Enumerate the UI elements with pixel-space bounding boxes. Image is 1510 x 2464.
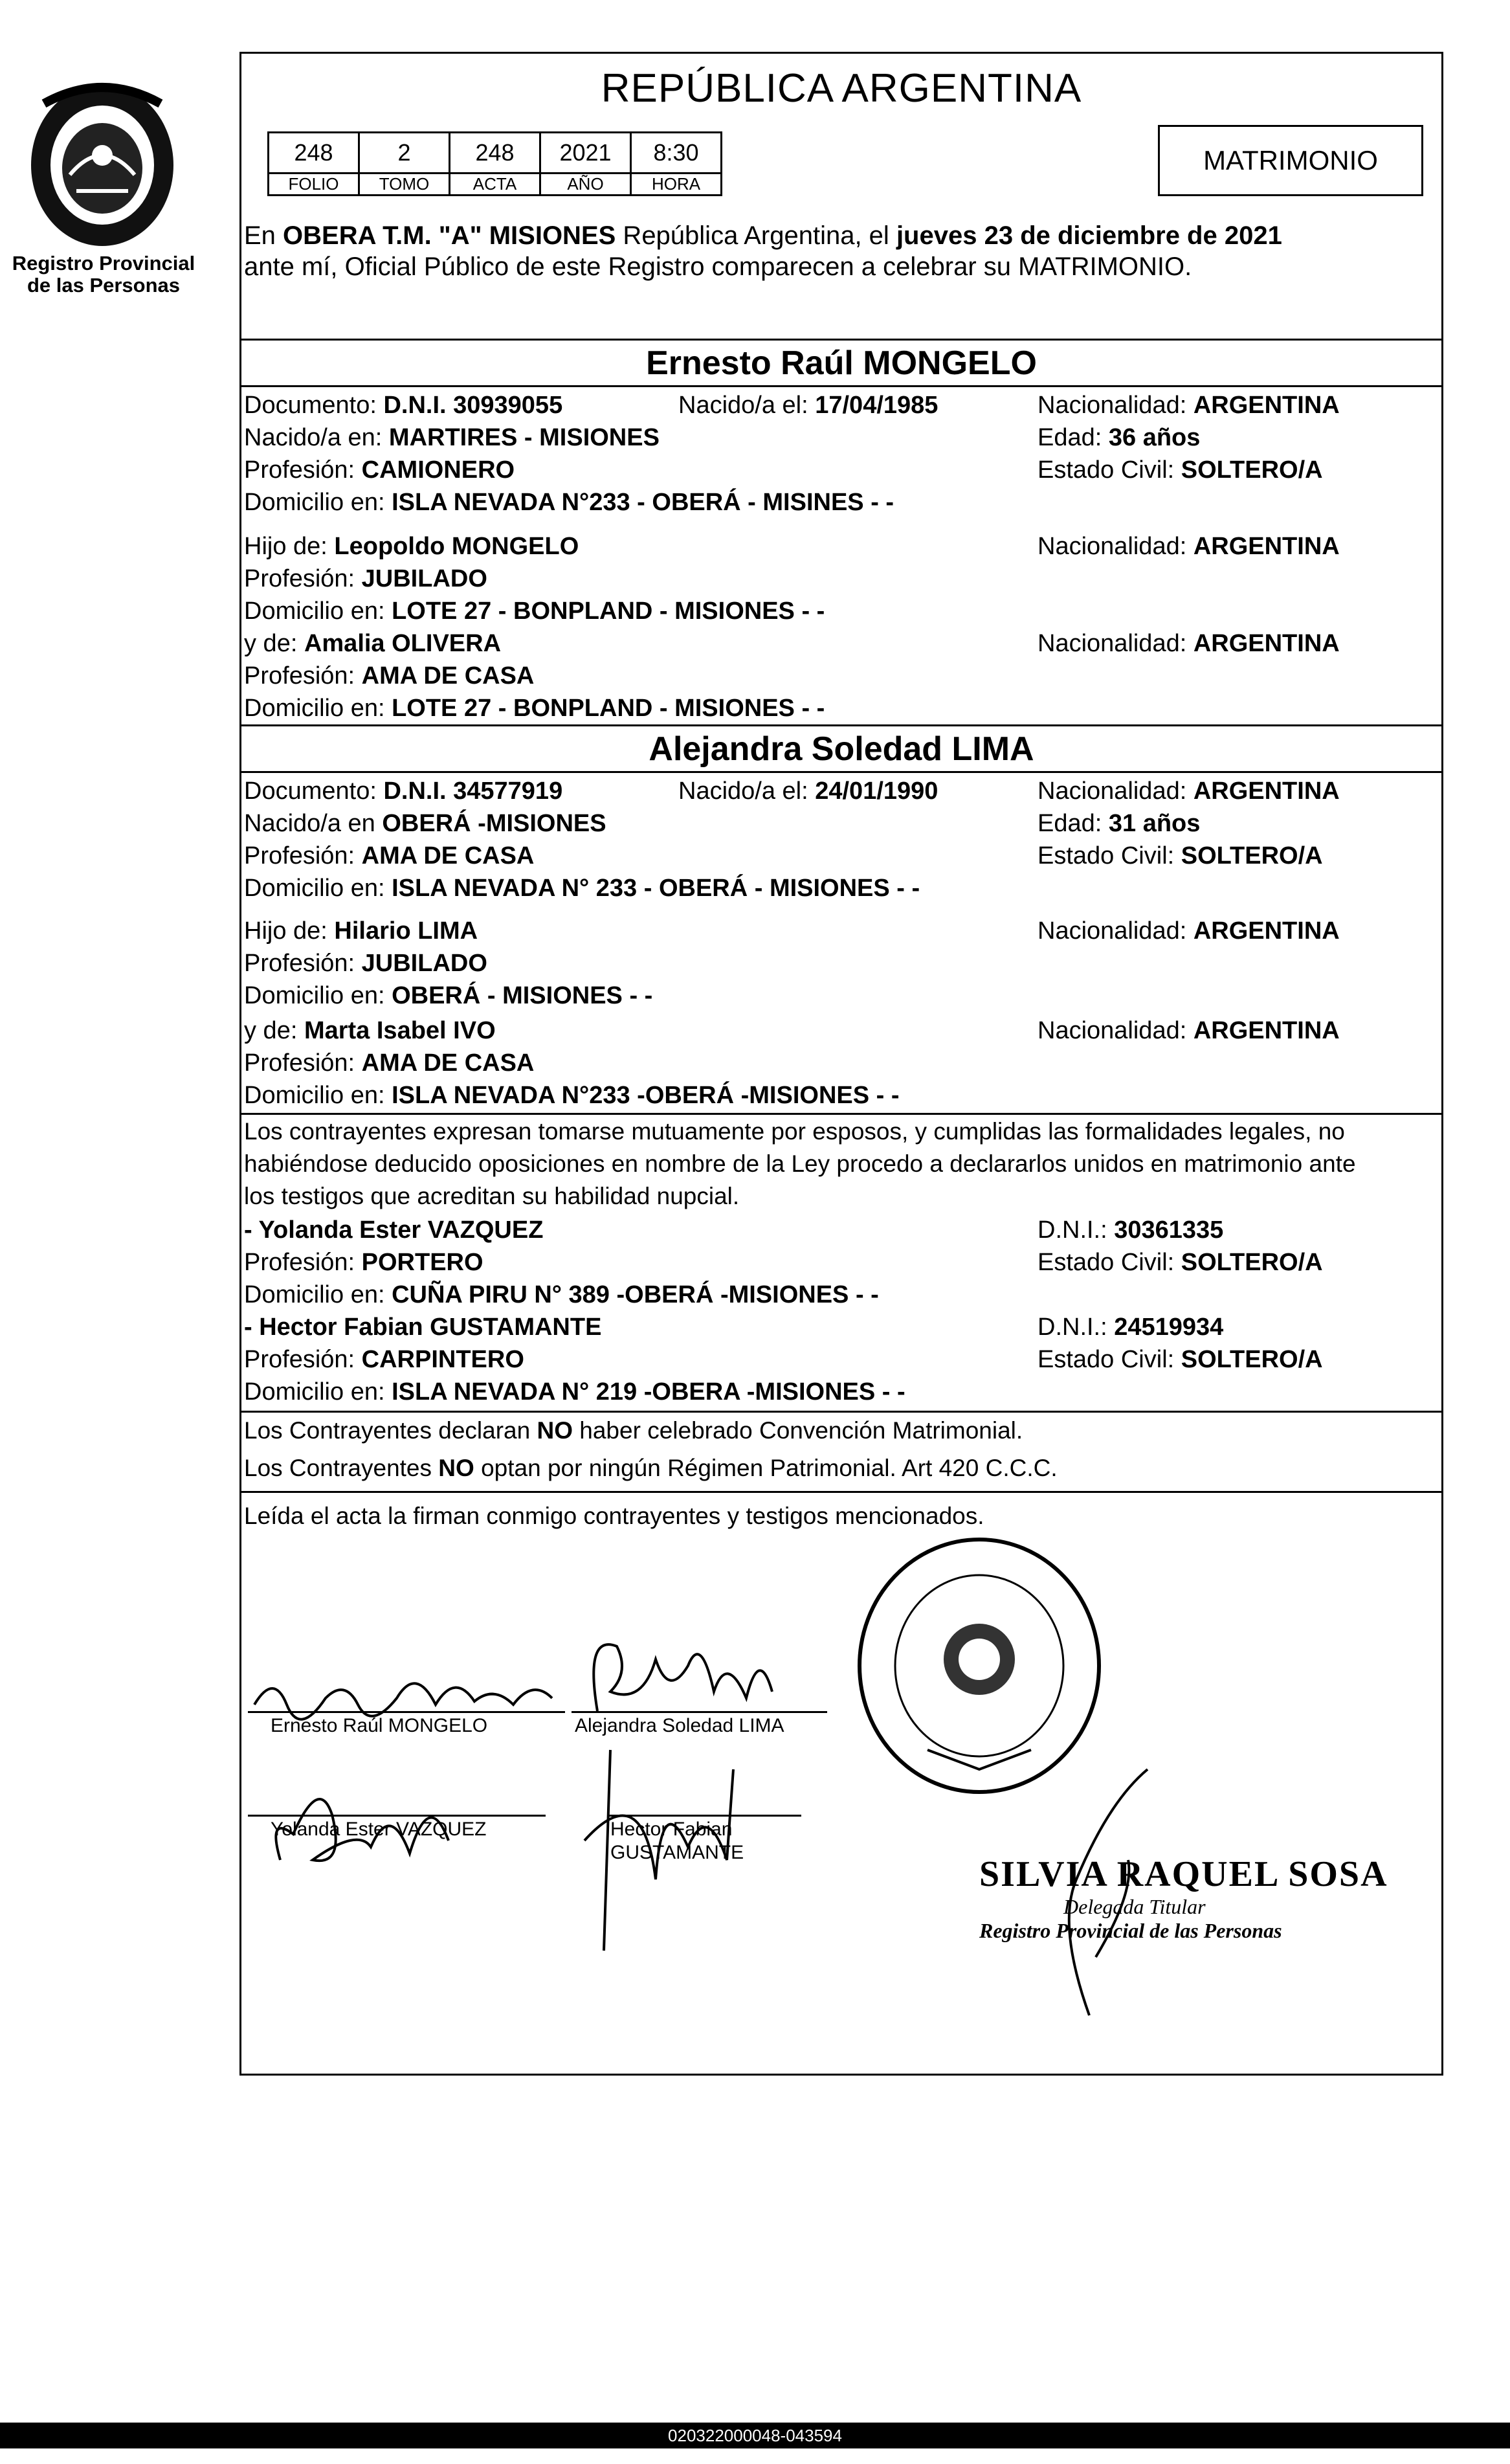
witness2-name: - Hector Fabian GUSTAMANTE xyxy=(244,1314,602,1341)
agency-caption-line1: Registro Provincial xyxy=(12,252,195,274)
witness1-name: - Yolanda Ester VAZQUEZ xyxy=(244,1216,544,1244)
groom-domicilio: Domicilio en: ISLA NEVADA N°233 - OBERÁ - MISINES - - xyxy=(244,489,894,516)
groom-signature-line xyxy=(248,1711,565,1713)
groom-mother-name: y de: Amalia OLIVERA xyxy=(244,630,502,657)
groom-signature-label: Ernesto Raúl MONGELO xyxy=(271,1715,488,1736)
declaration-line2: habiéndose deducido oposiciones en nombre de la Ley procedo a declararlos unidos en matrimonio ante xyxy=(244,1150,1356,1177)
groom-mother-profesion: Profesión: AMA DE CASA xyxy=(244,662,535,689)
document-type-box: MATRIMONIO xyxy=(1158,125,1423,196)
bride-father-domicilio: Domicilio en: OBERÁ - MISIONES - - xyxy=(244,982,653,1009)
bride-profesion: Profesión: AMA DE CASA xyxy=(244,842,535,869)
convencion-line: Los Contrayentes declaran NO haber celebrado Convención Matrimonial. xyxy=(244,1417,1023,1444)
witness2-signature-line xyxy=(607,1815,801,1817)
anio-value: 2021 xyxy=(540,133,631,174)
regimen-line: Los Contrayentes NO optan por ningún Régimen Patrimonial. Art 420 C.C.C. xyxy=(244,1455,1058,1481)
witness1-dni: D.N.I.: 30361335 xyxy=(1038,1216,1224,1244)
acta-value: 248 xyxy=(450,133,540,174)
bride-nacionalidad: Nacionalidad: ARGENTINA xyxy=(1038,778,1340,805)
closing-text: Leída el acta la firman conmigo contrayentes y testigos mencionados. xyxy=(244,1503,984,1529)
delegate-signature xyxy=(1018,1763,1186,2022)
bride-documento: Documento: D.N.I. 34577919 xyxy=(244,778,563,805)
declaration-line1: Los contrayentes expresan tomarse mutuamente por esposos, y cumplidas las formalidades legales, no xyxy=(244,1118,1345,1145)
bride-nacido-el: Nacido/a el: 24/01/1990 xyxy=(678,778,938,805)
groom-edad: Edad: 36 años xyxy=(1038,424,1201,451)
groom-nacido-el: Nacido/a el: 17/04/1985 xyxy=(678,392,938,419)
tomo-label: TOMO xyxy=(359,174,450,196)
witness1-signature-line xyxy=(248,1815,546,1817)
tomo-value: 2 xyxy=(359,133,450,174)
groom-father-nacionalidad: Nacionalidad: ARGENTINA xyxy=(1038,533,1340,560)
delegate-name: SILVIA RAQUEL SOSA xyxy=(979,1854,1388,1894)
witness1-estado-civil: Estado Civil: SOLTERO/A xyxy=(1038,1249,1323,1276)
witness1-domicilio: Domicilio en: CUÑA PIRU N° 389 -OBERÁ -MISIONES - - xyxy=(244,1281,879,1308)
groom-father-name: Hijo de: Leopoldo MONGELO xyxy=(244,533,579,560)
folio-value: 248 xyxy=(269,133,359,174)
groom-father-domicilio: Domicilio en: LOTE 27 - BONPLAND - MISIONES - - xyxy=(244,598,825,625)
divider xyxy=(241,1491,1441,1493)
bride-mother-nacionalidad: Nacionalidad: ARGENTINA xyxy=(1038,1017,1340,1044)
bride-father-profesion: Profesión: JUBILADO xyxy=(244,950,487,977)
footer-barcode-code: 020322000048-043594 xyxy=(0,2423,1510,2448)
divider xyxy=(241,339,1441,341)
divider xyxy=(241,1411,1441,1413)
groom-mother-nacionalidad: Nacionalidad: ARGENTINA xyxy=(1038,630,1340,657)
groom-documento: Documento: D.N.I. 30939055 xyxy=(244,392,563,419)
bride-domicilio: Domicilio en: ISLA NEVADA N° 233 - OBERÁ - MISIONES - - xyxy=(244,875,920,902)
acta-label: ACTA xyxy=(450,174,540,196)
bride-nacido-en: Nacido/a en OBERÁ -MISIONES xyxy=(244,810,606,837)
bride-signature-label: Alejandra Soledad LIMA xyxy=(575,1715,784,1736)
witness1-signature-label: Yolanda Ester VAZQUEZ xyxy=(271,1819,487,1840)
bride-mother-profesion: Profesión: AMA DE CASA xyxy=(244,1049,535,1077)
registry-stamp xyxy=(850,1536,1109,1795)
groom-nacido-en: Nacido/a en: MARTIRES - MISIONES xyxy=(244,424,660,451)
agency-caption-line2: de las Personas xyxy=(27,274,181,297)
bride-edad: Edad: 31 años xyxy=(1038,810,1201,837)
hora-value: 8:30 xyxy=(631,133,722,174)
declaration-line3: los testigos que acreditan su habilidad nupcial. xyxy=(244,1183,740,1209)
anio-label: AÑO xyxy=(540,174,631,196)
divider xyxy=(241,385,1441,387)
delegate-org: Registro Provincial de las Personas xyxy=(979,1919,1282,1942)
groom-mother-domicilio: Domicilio en: LOTE 27 - BONPLAND - MISIONES - - xyxy=(244,695,825,722)
agency-caption xyxy=(6,252,201,297)
folio-label: FOLIO xyxy=(269,174,359,196)
bride-father-name: Hijo de: Hilario LIMA xyxy=(244,917,478,945)
witness1-profesion: Profesión: PORTERO xyxy=(244,1249,483,1276)
intro-date: jueves 23 de diciembre de 2021 xyxy=(896,221,1282,250)
groom-nacionalidad: Nacionalidad: ARGENTINA xyxy=(1038,392,1340,419)
bride-mother-name: y de: Marta Isabel IVO xyxy=(244,1017,496,1044)
groom-name-heading: Ernesto Raúl MONGELO xyxy=(646,344,1037,382)
bride-signature xyxy=(572,1595,830,1724)
groom-father-profesion: Profesión: JUBILADO xyxy=(244,565,487,592)
witness2-signature-label1: Hector Fabian xyxy=(610,1819,733,1840)
hora-label: HORA xyxy=(631,174,722,196)
document-title: REPÚBLICA ARGENTINA xyxy=(601,66,1082,111)
province-seal-logo xyxy=(25,78,180,252)
intro-line1: En OBERA T.M. "A" MISIONES República Argentina, el jueves 23 de diciembre de 2021 xyxy=(244,221,1282,250)
bride-name-heading: Alejandra Soledad LIMA xyxy=(649,730,1034,768)
witness2-estado-civil: Estado Civil: SOLTERO/A xyxy=(1038,1346,1323,1373)
witness2-signature-label2: GUSTAMANTE xyxy=(610,1842,744,1863)
witness2-domicilio: Domicilio en: ISLA NEVADA N° 219 -OBERA -MISIONES - - xyxy=(244,1378,905,1406)
divider xyxy=(241,1113,1441,1115)
intro-line2: ante mí, Oficial Público de este Registro comparecen a celebrar su MATRIMONIO. xyxy=(244,252,1192,281)
intro-place: OBERA T.M. "A" MISIONES xyxy=(283,221,616,250)
registry-table xyxy=(267,131,722,196)
divider xyxy=(241,724,1441,726)
divider xyxy=(241,771,1441,773)
bride-father-nacionalidad: Nacionalidad: ARGENTINA xyxy=(1038,917,1340,945)
bride-mother-domicilio: Domicilio en: ISLA NEVADA N°233 -OBERÁ -MISIONES - - xyxy=(244,1082,900,1109)
delegate-role: Delegada Titular xyxy=(1063,1895,1206,1918)
witness2-dni: D.N.I.: 24519934 xyxy=(1038,1314,1224,1341)
witness2-profesion: Profesión: CARPINTERO xyxy=(244,1346,524,1373)
bride-estado-civil: Estado Civil: SOLTERO/A xyxy=(1038,842,1323,869)
certificate-frame xyxy=(239,52,1443,2076)
groom-estado-civil: Estado Civil: SOLTERO/A xyxy=(1038,456,1323,484)
groom-profesion: Profesión: CAMIONERO xyxy=(244,456,515,484)
